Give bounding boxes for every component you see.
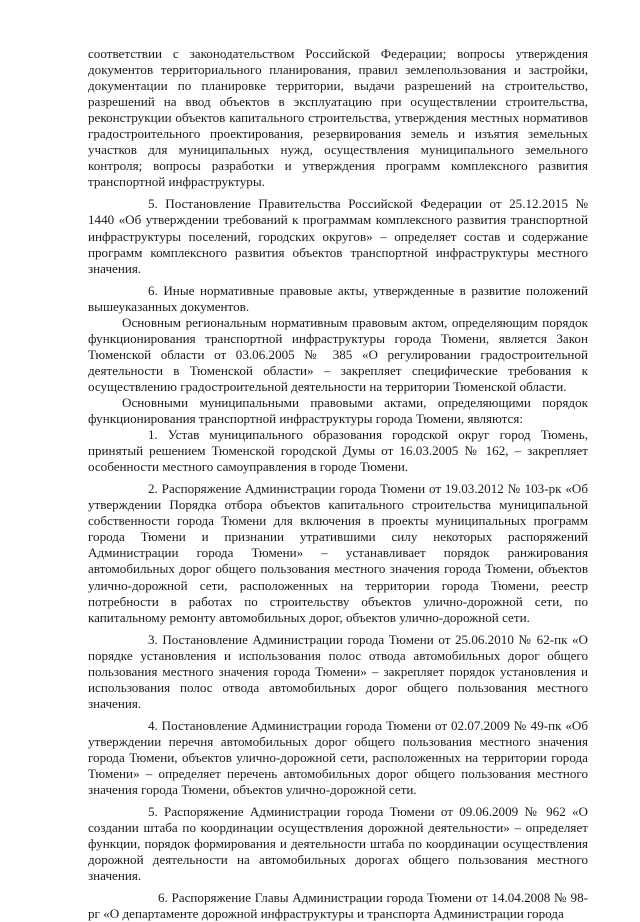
paragraph-municipal-acts-intro: Основными муниципальными правовыми актами, определяющими порядок функционирования транспортной инфраструктуры города Тюмени, являются: [88,394,588,427]
list-item-5-order-962: 5. Распоряжение Администрации города Тюмени от 09.06.2009 № 962 «О создании штаба по координации осуществления дорожной деятельности» – определяет функции, порядок формирования и деятельности штаба по координации осуществления дорожной деятельности на автомобильных дорогах общего пользования местного значения. [88,804,588,884]
list-item-1-charter: 1. Устав муниципального образования городской округ город Тюмень, принятый решением Тюменской городской Думы от 16.03.2005 № 162, – закрепляет особенности местного самоуправления в городе Тюмени. [88,427,588,475]
paragraph-regional-law: Основным региональным нормативным правовым актом, определяющим порядок функционирования транспортной инфраструктуры города Тюмени, является Закон Тюменской области от 03.06.2005 № 385 «О регулировании градостроительной деятельности в Тюменской области» – закрепляет специфические требования к осуществлению градостроительной деятельности на территории Тюменской области. [88,314,588,394]
list-item-5-federal-resolution: 5. Постановление Правительства Российской Федерации от 25.12.2015 № 1440 «Об утверждении требований к программам комплексного развития транспортной инфраструктуры поселений, городских округов» – определяет состав и содержание программ комплексного развития объектов транспортной инфраструктуры местного значения. [88,196,588,276]
list-item-3-resolution-62: 3. Постановление Администрации города Тюмени от 25.06.2010 № 62-пк «О порядке установления и использования полос отвода автомобильных дорог общего пользования местного значения города Тюмени» – закрепляет порядок установления и использования полос отвода автомобильных дорог общего пользования местного значения. [88,631,588,711]
paragraph-continuation: соответствии с законодательством Российской Федерации; вопросы утверждения документов территориального планирования, правил землепользования и застройки, документации по планировке территории, выдачи разрешений на строительство, разрешений на ввод объектов в эксплуатацию при осуществлении строительства, реконструкции объектов капитального строительства, утверждения местных нормативов градостроительного проектирования, резервирования земель и изъятия земельных участков для муниципальных нужд, осуществления муниципального земельного контроля; вопросы разработки и утверждения программ комплексного развития транспортной инфраструктуры. [88,46,588,190]
list-item-6-order-98: 6. Распоряжение Главы Администрации города Тюмени от 14.04.2008 № 98-рг «О департаменте дорожной инфраструктуры и транспорта Администрации города [88,890,588,922]
list-item-6-other-acts: 6. Иные нормативные правовые акты, утвержденные в развитие положений вышеуказанных документов. [88,282,588,314]
list-item-2-order-103: 2. Распоряжение Администрации города Тюмени от 19.03.2012 № 103-рк «Об утверждении Порядка отбора объектов капитального строительства муниципальной собственности города Тюмени для включения в проекты муниципальных программ города Тюмени и признании утратившими силу некоторых распоряжений Администрации города Тюмени» – устанавливает порядок ранжирования автомобильных дорог общего пользования местного значения города Тюмени, объектов улично-дорожной сети, расположенных на территории города Тюмени, реестр потребности в работах по строительству объектов улично-дорожной сети, по капитальному ремонту автомобильных дорог, объектов улично-дорожной сети. [88,481,588,625]
list-item-4-resolution-49: 4. Постановление Администрации города Тюмени от 02.07.2009 № 49-пк «Об утверждении перечня автомобильных дорог общего пользования местного значения города Тюмени, объектов улично-дорожной сети, расположенных на территории города Тюмени» – определяет перечень автомобильных дорог общего пользования местного значения города Тюмени, объектов улично-дорожной сети. [88,717,588,798]
